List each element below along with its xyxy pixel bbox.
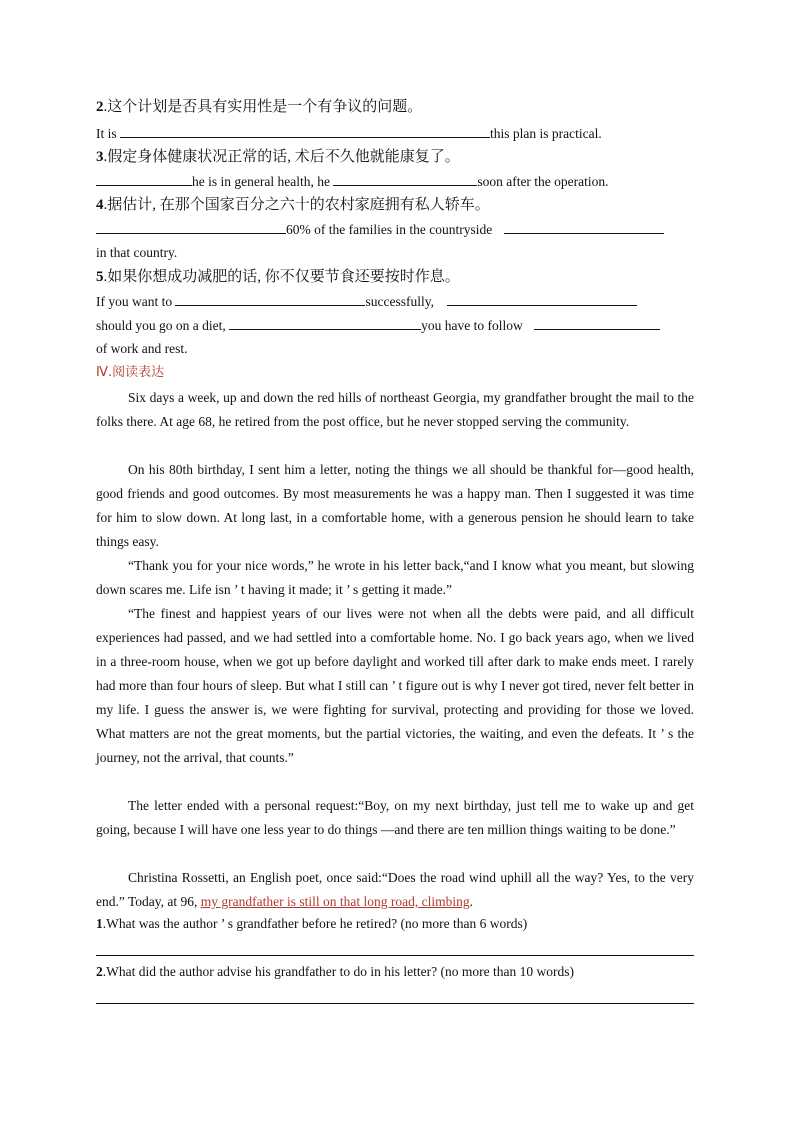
question-chinese-text: .据估计, 在那个国家百分之六十的农村家庭拥有私人轿车。	[103, 197, 490, 213]
answer-blank[interactable]	[96, 171, 192, 186]
sentence-start: It is	[96, 126, 117, 141]
question-text: .What did the author advise his grandfather to do in his letter? (no more than 10 words)	[102, 964, 574, 979]
sentence-start: should you go on a diet,	[96, 318, 226, 333]
translation-q5-line3: of work and rest.	[96, 341, 188, 356]
answer-line[interactable]	[96, 955, 694, 956]
translation-q4-line2: in that country.	[96, 245, 178, 260]
question-number: 2	[96, 964, 103, 979]
translation-q3-answer-line	[96, 171, 609, 192]
question-number: 1	[96, 916, 103, 931]
translation-q5-prompt	[96, 267, 460, 287]
reading-paragraph-4: “The finest and happiest years of our lives were not when all the debts were paid, and all difficult experiences had passed, and we had settled into a comfortable home. No. I go back years ago, when we lived in a three-room house, when we got up before daylight and worked till after dark to make ends meet. I rarely had more than four hours of sleep. But what I still can ’ t figure out is why I never got tired, never felt better in my life. I guess the answer is, we were fighting for survival, protecting and providing for those we loved. What matters are not the great moments, but the partial victories, the waiting, and even the defeats. It ’ s the journey, not the arrival, that counts.”	[96, 606, 694, 765]
answer-blank[interactable]	[120, 123, 490, 138]
question-chinese-text: .这个计划是否具有实用性是一个有争议的问题。	[103, 99, 423, 115]
filled-answer: my grandfather is still on that long road, climbing	[200, 894, 470, 909]
answer-blank[interactable]	[534, 315, 660, 330]
question-chinese-text: .如果你想成功减肥的话, 你不仅要节食还要按时作息。	[103, 269, 460, 285]
question-text: .What was the author ’ s grandfather before he retired? (no more than 6 words)	[102, 916, 528, 931]
translation-q5-line2	[96, 315, 660, 336]
answer-blank[interactable]	[504, 219, 664, 234]
sentence-middle: successfully,	[365, 294, 434, 309]
question-number: 3	[96, 149, 104, 165]
sentence-middle: he is in general health, he	[192, 174, 330, 189]
translation-q2-prompt	[96, 97, 422, 117]
sentence-end: this plan is practical.	[490, 126, 602, 141]
translation-q5-answer-line	[96, 291, 637, 312]
sentence-middle: 60% of the families in the countryside	[286, 222, 493, 237]
question-number: 5	[96, 269, 104, 285]
translation-q2-answer-line	[96, 123, 602, 144]
paragraph-text: Christina Rossetti, an English poet, once said:“Does the road wind uphill all the way? Yes, to the very end.” Today, at 96,	[96, 870, 694, 909]
question-number: 2	[96, 99, 104, 115]
reading-paragraph-3: “Thank you for your nice words,” he wrote in his letter back,“and I know what you meant, but slowing down scares me. Life isn ’ t having it made; it ’ s getting it made.”	[96, 558, 694, 597]
reading-paragraph-1: Six days a week, up and down the red hills of northeast Georgia, my grandfather brought the mail to the folks there. At age 68, he retired from the post office, but he never stopped serving the community.	[96, 390, 694, 429]
sentence-middle: you have to follow	[421, 318, 523, 333]
question-chinese-text: .假定身体健康状况正常的话, 术后不久他就能康复了。	[103, 149, 460, 165]
sentence-start: If you want to	[96, 294, 173, 309]
section-title: Ⅳ.阅读表达	[96, 365, 165, 380]
translation-q4-answer-line	[96, 219, 664, 240]
answer-blank[interactable]	[175, 291, 365, 306]
answer-line[interactable]	[96, 1003, 694, 1004]
period: .	[469, 894, 473, 909]
answer-blank[interactable]	[96, 219, 286, 234]
answer-blank[interactable]	[447, 291, 637, 306]
reading-paragraph-6	[96, 866, 694, 914]
translation-q4-prompt	[96, 195, 490, 215]
reading-paragraph-5: The letter ended with a personal request:“Boy, on my next birthday, just tell me to wake up and get going, because I will have one less year to do things —and there are ten million things waiting to be done.”	[96, 798, 694, 837]
reading-question-2	[96, 962, 574, 982]
answer-blank[interactable]	[333, 171, 477, 186]
sentence-end: soon after the operation.	[477, 174, 609, 189]
translation-q3-prompt	[96, 147, 460, 167]
question-number: 4	[96, 197, 104, 213]
reading-paragraph-2: On his 80th birthday, I sent him a letter, noting the things we all should be thankful for—good health, good friends and good outcomes. By most measurements he was a happy man. Then I suggested it was time for him to slow down. At long last, in a comfortable home, with a generous pension he should learn to take things easy.	[96, 462, 694, 549]
answer-blank[interactable]	[229, 315, 421, 330]
reading-question-1	[96, 914, 527, 934]
